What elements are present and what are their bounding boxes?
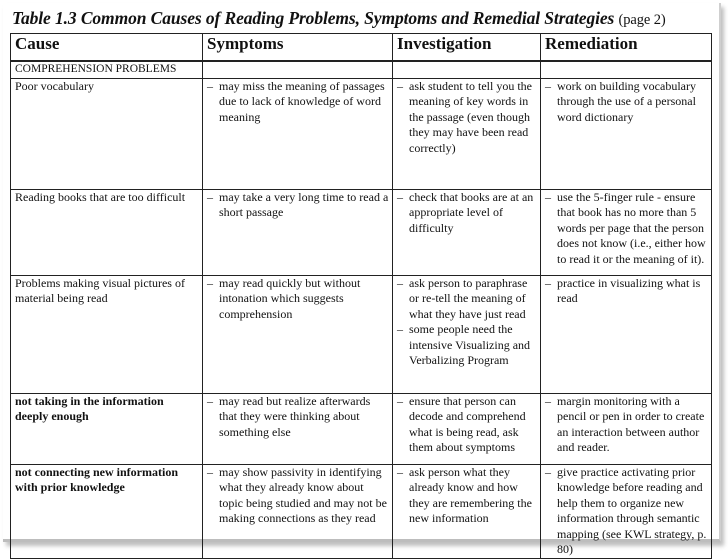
investigation-cell: – ask student to tell you the meaning of key words in the passage (even though they may have been read correctly)	[393, 78, 541, 189]
symptoms-cell: – may read quickly but without intonation which suggests comprehension	[203, 275, 393, 393]
table-row	[11, 275, 712, 393]
section-empty-cell	[203, 61, 393, 78]
remediation-cell: – give practice activating prior knowledge before reading and help them to organize new information through semantic mapping (see KWL strategy, p. 80)	[541, 464, 712, 558]
investigation-text: ask person to paraphrase or re-tell the meaning of what they have just read	[409, 275, 528, 321]
reading-problems-table	[10, 33, 712, 559]
investigation-cell: – check that books are at an appropriate level of difficulty	[393, 189, 541, 275]
table-row	[11, 78, 712, 189]
cause-cell: Poor vocabulary	[11, 78, 203, 189]
header-symptoms: Symptoms	[203, 34, 393, 62]
slide-frame	[3, 3, 721, 556]
remediation-cell: – margin monitoring with a pencil or pen in order to create an interaction between author and reader.	[541, 393, 712, 464]
section-empty-cell	[541, 61, 712, 78]
investigation-cell: – ask person what they already know and how they are remembering the new information	[393, 464, 541, 558]
remediation-cell: – work on building vocabulary through the use of a personal word dictionary	[541, 78, 712, 189]
header-investigation: Investigation	[393, 34, 541, 62]
table-row	[11, 464, 712, 558]
header-row	[11, 34, 712, 62]
symptom-text: may take a very long time to read a short passage	[219, 189, 389, 219]
symptom-text: may read but realize afterwards that they were thinking about something else	[219, 393, 371, 439]
table-title	[12, 8, 666, 29]
remediation-text: use the 5-finger rule - ensure that book has no more than 5 words per page that the person does not know (i.e., either how to read it or the meaning of it).	[557, 189, 706, 266]
cause-cell: not taking in the information deeply enough	[11, 393, 203, 464]
symptom-text: may show passivity in identifying what they already know about topic being studied and may not be making connections as they read	[219, 464, 387, 525]
header-cause: Cause	[11, 34, 203, 62]
section-row	[11, 61, 712, 78]
title-main: Table 1.3 Common Causes of Reading Problems, Symptoms and Remedial Strategies	[12, 8, 615, 28]
symptom-text: may miss the meaning of passages due to lack of knowledge of word meaning	[219, 78, 385, 124]
title-page-note: (page 2)	[618, 12, 666, 28]
investigation-text: ask person what they already know and how they are remembering the new information	[409, 464, 532, 525]
investigation-text: some people need the intensive Visualizing and Verbalizing Program	[409, 322, 531, 367]
cause-cell: not connecting new information with prior knowledge	[11, 464, 203, 558]
symptoms-cell: – may read but realize afterwards that they were thinking about something else	[203, 393, 393, 464]
header-remediation: Remediation	[541, 34, 712, 62]
symptoms-cell: – may miss the meaning of passages due to lack of knowledge of word meaning	[203, 78, 393, 189]
symptom-text: may read quickly but without intonation which suggests comprehension	[219, 275, 361, 321]
remediation-text: margin monitoring with a pencil or pen in order to create an interaction between author and reader.	[557, 393, 705, 454]
cause-cell: Problems making visual pictures of material being read	[11, 275, 203, 393]
cause-cell: Reading books that are too difficult	[11, 189, 203, 275]
symptoms-cell: – may show passivity in identifying what they already know about topic being studied and may not be making connections as they read	[203, 464, 393, 558]
symptoms-cell: – may take a very long time to read a short passage	[203, 189, 393, 275]
table-row	[11, 393, 712, 464]
remediation-text: practice in visualizing what is read	[557, 275, 701, 305]
remediation-text: give practice activating prior knowledge before reading and help them to organize new information through semantic mapping (see KWL strategy, p. 80)	[557, 464, 707, 556]
remediation-cell: – use the 5-finger rule - ensure that book has no more than 5 words per page that the person does not know (i.e., either how to read it or the meaning of it).	[541, 189, 712, 275]
section-label: COMPREHENSION PROBLEMS	[11, 61, 203, 78]
investigation-text: ensure that person can decode and comprehend what is being read, ask them about symptoms	[409, 393, 526, 454]
section-empty-cell	[393, 61, 541, 78]
investigation-cell: – ensure that person can decode and comprehend what is being read, ask them about symptoms	[393, 393, 541, 464]
investigation-text: ask student to tell you the meaning of key words in the passage (even though they may have been read correctly)	[409, 78, 532, 155]
remediation-cell: – practice in visualizing what is read	[541, 275, 712, 393]
remediation-text: work on building vocabulary through the use of a personal word dictionary	[557, 78, 696, 124]
investigation-text: check that books are at an appropriate level of difficulty	[409, 189, 534, 235]
table-row	[11, 189, 712, 275]
investigation-cell: – ask person to paraphrase or re-tell the meaning of what they have just read – some people need the intensive Visualizing and Verbalizing Program	[393, 275, 541, 393]
